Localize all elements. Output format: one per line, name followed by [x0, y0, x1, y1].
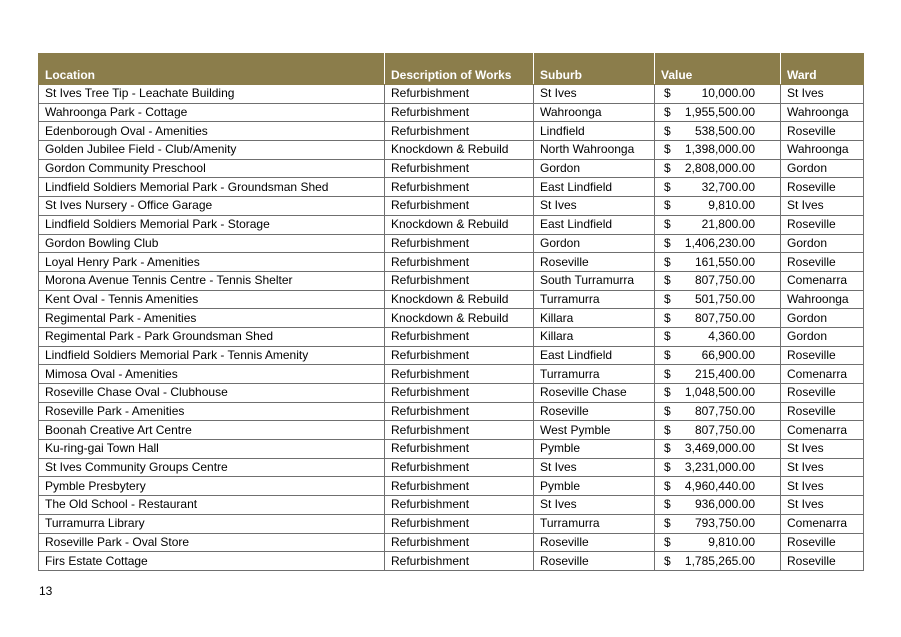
cell-value [655, 421, 781, 440]
cell-location: St Ives Tree Tip - Leachate Building [39, 85, 385, 104]
cell-ward: Gordon [781, 234, 864, 253]
cell-description: Refurbishment [385, 477, 534, 496]
currency-symbol: $ [664, 254, 671, 269]
value-amount: 9,810.00 [708, 198, 755, 213]
cell-value [655, 440, 781, 459]
cell-description: Refurbishment [385, 85, 534, 104]
cell-location: Lindfield Soldiers Memorial Park - Storage [39, 215, 385, 234]
cell-suburb: Turramurra [534, 290, 655, 309]
value-amount: 3,231,000.00 [684, 460, 755, 475]
currency-symbol: $ [664, 329, 671, 344]
cell-suburb: St Ives [534, 496, 655, 515]
table-row [39, 309, 864, 328]
value-amount: 2,808,000.00 [684, 161, 755, 176]
cell-value [655, 384, 781, 403]
header-row [39, 54, 864, 85]
cell-value [655, 103, 781, 122]
cell-ward: St Ives [781, 440, 864, 459]
header-value: Value [655, 54, 781, 85]
cell-value [655, 159, 781, 178]
cell-suburb: South Turramurra [534, 271, 655, 290]
cell-description: Refurbishment [385, 271, 534, 290]
cell-location: Turramurra Library [39, 514, 385, 533]
currency-symbol: $ [664, 497, 671, 512]
cell-suburb: East Lindfield [534, 178, 655, 197]
cell-value [655, 85, 781, 104]
table-row [39, 290, 864, 309]
works-table [38, 53, 864, 571]
currency-symbol: $ [664, 105, 671, 120]
currency-symbol: $ [664, 310, 671, 325]
value-amount: 807,750.00 [694, 273, 755, 288]
currency-symbol: $ [664, 347, 671, 362]
currency-symbol: $ [664, 404, 671, 419]
value-amount: 807,750.00 [694, 404, 755, 419]
cell-suburb: Roseville [534, 402, 655, 421]
cell-location: Lindfield Soldiers Memorial Park - Tennis Amenity [39, 346, 385, 365]
cell-location: Lindfield Soldiers Memorial Park - Groundsman Shed [39, 178, 385, 197]
value-amount: 161,550.00 [694, 254, 755, 269]
currency-symbol: $ [664, 385, 671, 400]
cell-suburb: East Lindfield [534, 346, 655, 365]
cell-value [655, 327, 781, 346]
cell-ward: Roseville [781, 402, 864, 421]
cell-location: Ku-ring-gai Town Hall [39, 440, 385, 459]
currency-symbol: $ [664, 460, 671, 475]
value-amount: 32,700.00 [701, 179, 755, 194]
cell-suburb: Wahroonga [534, 103, 655, 122]
cell-description: Refurbishment [385, 552, 534, 571]
cell-value [655, 346, 781, 365]
cell-ward: Roseville [781, 533, 864, 552]
cell-suburb: Killara [534, 327, 655, 346]
cell-ward: Roseville [781, 253, 864, 272]
cell-description: Refurbishment [385, 514, 534, 533]
header-ward: Ward [781, 54, 864, 85]
currency-symbol: $ [664, 553, 671, 568]
cell-value [655, 122, 781, 141]
table-row [39, 103, 864, 122]
cell-ward: Roseville [781, 122, 864, 141]
cell-value [655, 365, 781, 384]
table-row [39, 477, 864, 496]
cell-value [655, 290, 781, 309]
table-row [39, 85, 864, 104]
value-amount: 21,800.00 [701, 217, 755, 232]
cell-description: Refurbishment [385, 421, 534, 440]
cell-location: Wahroonga Park - Cottage [39, 103, 385, 122]
value-amount: 807,750.00 [694, 310, 755, 325]
currency-symbol: $ [664, 441, 671, 456]
cell-location: Roseville Park - Oval Store [39, 533, 385, 552]
header-location: Location [39, 54, 385, 85]
currency-symbol: $ [664, 179, 671, 194]
table-row [39, 159, 864, 178]
cell-location: Kent Oval - Tennis Amenities [39, 290, 385, 309]
currency-symbol: $ [664, 534, 671, 549]
page-number: 13 [39, 584, 53, 598]
cell-value [655, 234, 781, 253]
table-row [39, 234, 864, 253]
cell-ward: Wahroonga [781, 141, 864, 160]
currency-symbol: $ [664, 366, 671, 381]
cell-ward: Roseville [781, 215, 864, 234]
cell-description: Refurbishment [385, 365, 534, 384]
cell-value [655, 477, 781, 496]
value-amount: 215,400.00 [694, 366, 755, 381]
currency-symbol: $ [664, 235, 671, 250]
cell-location: Loyal Henry Park - Amenities [39, 253, 385, 272]
table-row [39, 458, 864, 477]
value-amount: 936,000.00 [694, 497, 755, 512]
cell-ward: Roseville [781, 178, 864, 197]
cell-value [655, 215, 781, 234]
value-amount: 66,900.00 [701, 347, 755, 362]
cell-location: Edenborough Oval - Amenities [39, 122, 385, 141]
cell-description: Refurbishment [385, 458, 534, 477]
cell-location: Roseville Chase Oval - Clubhouse [39, 384, 385, 403]
cell-ward: Gordon [781, 327, 864, 346]
cell-ward: St Ives [781, 458, 864, 477]
cell-location: Pymble Presbytery [39, 477, 385, 496]
cell-suburb: Turramurra [534, 365, 655, 384]
header-description: Description of Works [385, 54, 534, 85]
header-suburb: Suburb [534, 54, 655, 85]
cell-description: Refurbishment [385, 402, 534, 421]
table-row [39, 346, 864, 365]
currency-symbol: $ [664, 291, 671, 306]
value-amount: 10,000.00 [701, 86, 755, 101]
cell-location: Gordon Community Preschool [39, 159, 385, 178]
cell-suburb: Turramurra [534, 514, 655, 533]
table-row [39, 552, 864, 571]
cell-description: Refurbishment [385, 496, 534, 515]
cell-ward: Comenarra [781, 271, 864, 290]
currency-symbol: $ [664, 161, 671, 176]
cell-location: Golden Jubilee Field - Club/Amenity [39, 141, 385, 160]
table-row [39, 215, 864, 234]
value-amount: 501,750.00 [694, 291, 755, 306]
table-row [39, 402, 864, 421]
currency-symbol: $ [664, 516, 671, 531]
table-row [39, 440, 864, 459]
cell-ward: Gordon [781, 159, 864, 178]
cell-ward: Comenarra [781, 421, 864, 440]
currency-symbol: $ [664, 198, 671, 213]
cell-suburb: Roseville Chase [534, 384, 655, 403]
cell-description: Refurbishment [385, 197, 534, 216]
table-row [39, 141, 864, 160]
cell-description: Refurbishment [385, 346, 534, 365]
table-row [39, 384, 864, 403]
cell-ward: Roseville [781, 552, 864, 571]
value-amount: 538,500.00 [694, 123, 755, 138]
cell-location: Regimental Park - Park Groundsman Shed [39, 327, 385, 346]
cell-description: Refurbishment [385, 159, 534, 178]
cell-ward: St Ives [781, 496, 864, 515]
cell-description: Knockdown & Rebuild [385, 141, 534, 160]
cell-ward: Roseville [781, 384, 864, 403]
table-row [39, 178, 864, 197]
cell-value [655, 197, 781, 216]
cell-ward: Roseville [781, 346, 864, 365]
cell-suburb: St Ives [534, 458, 655, 477]
value-amount: 1,398,000.00 [684, 142, 755, 157]
cell-suburb: West Pymble [534, 421, 655, 440]
cell-description: Refurbishment [385, 103, 534, 122]
cell-description: Refurbishment [385, 327, 534, 346]
cell-value [655, 552, 781, 571]
table-row [39, 514, 864, 533]
cell-value [655, 141, 781, 160]
cell-value [655, 178, 781, 197]
cell-suburb: Roseville [534, 552, 655, 571]
cell-value [655, 402, 781, 421]
cell-ward: Gordon [781, 309, 864, 328]
cell-description: Refurbishment [385, 234, 534, 253]
cell-suburb: North Wahroonga [534, 141, 655, 160]
cell-description: Refurbishment [385, 178, 534, 197]
cell-suburb: Roseville [534, 533, 655, 552]
cell-suburb: St Ives [534, 197, 655, 216]
value-amount: 3,469,000.00 [684, 441, 755, 456]
currency-symbol: $ [664, 142, 671, 157]
cell-suburb: Lindfield [534, 122, 655, 141]
value-amount: 1,955,500.00 [684, 105, 755, 120]
currency-symbol: $ [664, 217, 671, 232]
cell-suburb: Pymble [534, 440, 655, 459]
value-amount: 793,750.00 [694, 516, 755, 531]
currency-symbol: $ [664, 273, 671, 288]
cell-description: Refurbishment [385, 122, 534, 141]
cell-ward: St Ives [781, 197, 864, 216]
cell-value [655, 533, 781, 552]
table-row [39, 365, 864, 384]
cell-location: Boonah Creative Art Centre [39, 421, 385, 440]
cell-suburb: Gordon [534, 159, 655, 178]
table-row [39, 496, 864, 515]
cell-suburb: Roseville [534, 253, 655, 272]
value-amount: 1,785,265.00 [684, 553, 755, 568]
cell-location: Mimosa Oval - Amenities [39, 365, 385, 384]
table-row [39, 122, 864, 141]
value-amount: 4,960,440.00 [684, 478, 755, 493]
currency-symbol: $ [664, 86, 671, 101]
cell-suburb: East Lindfield [534, 215, 655, 234]
cell-location: Roseville Park - Amenities [39, 402, 385, 421]
currency-symbol: $ [664, 422, 671, 437]
cell-value [655, 496, 781, 515]
cell-location: Gordon Bowling Club [39, 234, 385, 253]
value-amount: 807,750.00 [694, 422, 755, 437]
cell-location: Firs Estate Cottage [39, 552, 385, 571]
cell-value [655, 458, 781, 477]
cell-description: Refurbishment [385, 253, 534, 272]
cell-description: Knockdown & Rebuild [385, 309, 534, 328]
value-amount: 9,810.00 [708, 534, 755, 549]
cell-ward: St Ives [781, 85, 864, 104]
table-row [39, 327, 864, 346]
cell-description: Knockdown & Rebuild [385, 290, 534, 309]
currency-symbol: $ [664, 478, 671, 493]
table-row [39, 533, 864, 552]
cell-value [655, 309, 781, 328]
cell-location: Morona Avenue Tennis Centre - Tennis Shelter [39, 271, 385, 290]
cell-location: Regimental Park - Amenities [39, 309, 385, 328]
cell-location: St Ives Nursery - Office Garage [39, 197, 385, 216]
table-row [39, 197, 864, 216]
cell-ward: St Ives [781, 477, 864, 496]
cell-description: Refurbishment [385, 533, 534, 552]
cell-suburb: Gordon [534, 234, 655, 253]
currency-symbol: $ [664, 123, 671, 138]
cell-value [655, 514, 781, 533]
value-amount: 1,048,500.00 [684, 385, 755, 400]
table-row [39, 421, 864, 440]
cell-ward: Wahroonga [781, 103, 864, 122]
cell-description: Knockdown & Rebuild [385, 215, 534, 234]
value-amount: 1,406,230.00 [684, 235, 755, 250]
table-body [39, 85, 864, 571]
cell-suburb: St Ives [534, 85, 655, 104]
cell-ward: Wahroonga [781, 290, 864, 309]
cell-suburb: Pymble [534, 477, 655, 496]
cell-ward: Comenarra [781, 365, 864, 384]
value-amount: 4,360.00 [708, 329, 755, 344]
cell-ward: Comenarra [781, 514, 864, 533]
cell-location: St Ives Community Groups Centre [39, 458, 385, 477]
cell-suburb: Killara [534, 309, 655, 328]
table-row [39, 271, 864, 290]
cell-value [655, 271, 781, 290]
cell-description: Refurbishment [385, 384, 534, 403]
table-header [39, 54, 864, 85]
cell-description: Refurbishment [385, 440, 534, 459]
table-row [39, 253, 864, 272]
cell-value [655, 253, 781, 272]
cell-location: The Old School - Restaurant [39, 496, 385, 515]
